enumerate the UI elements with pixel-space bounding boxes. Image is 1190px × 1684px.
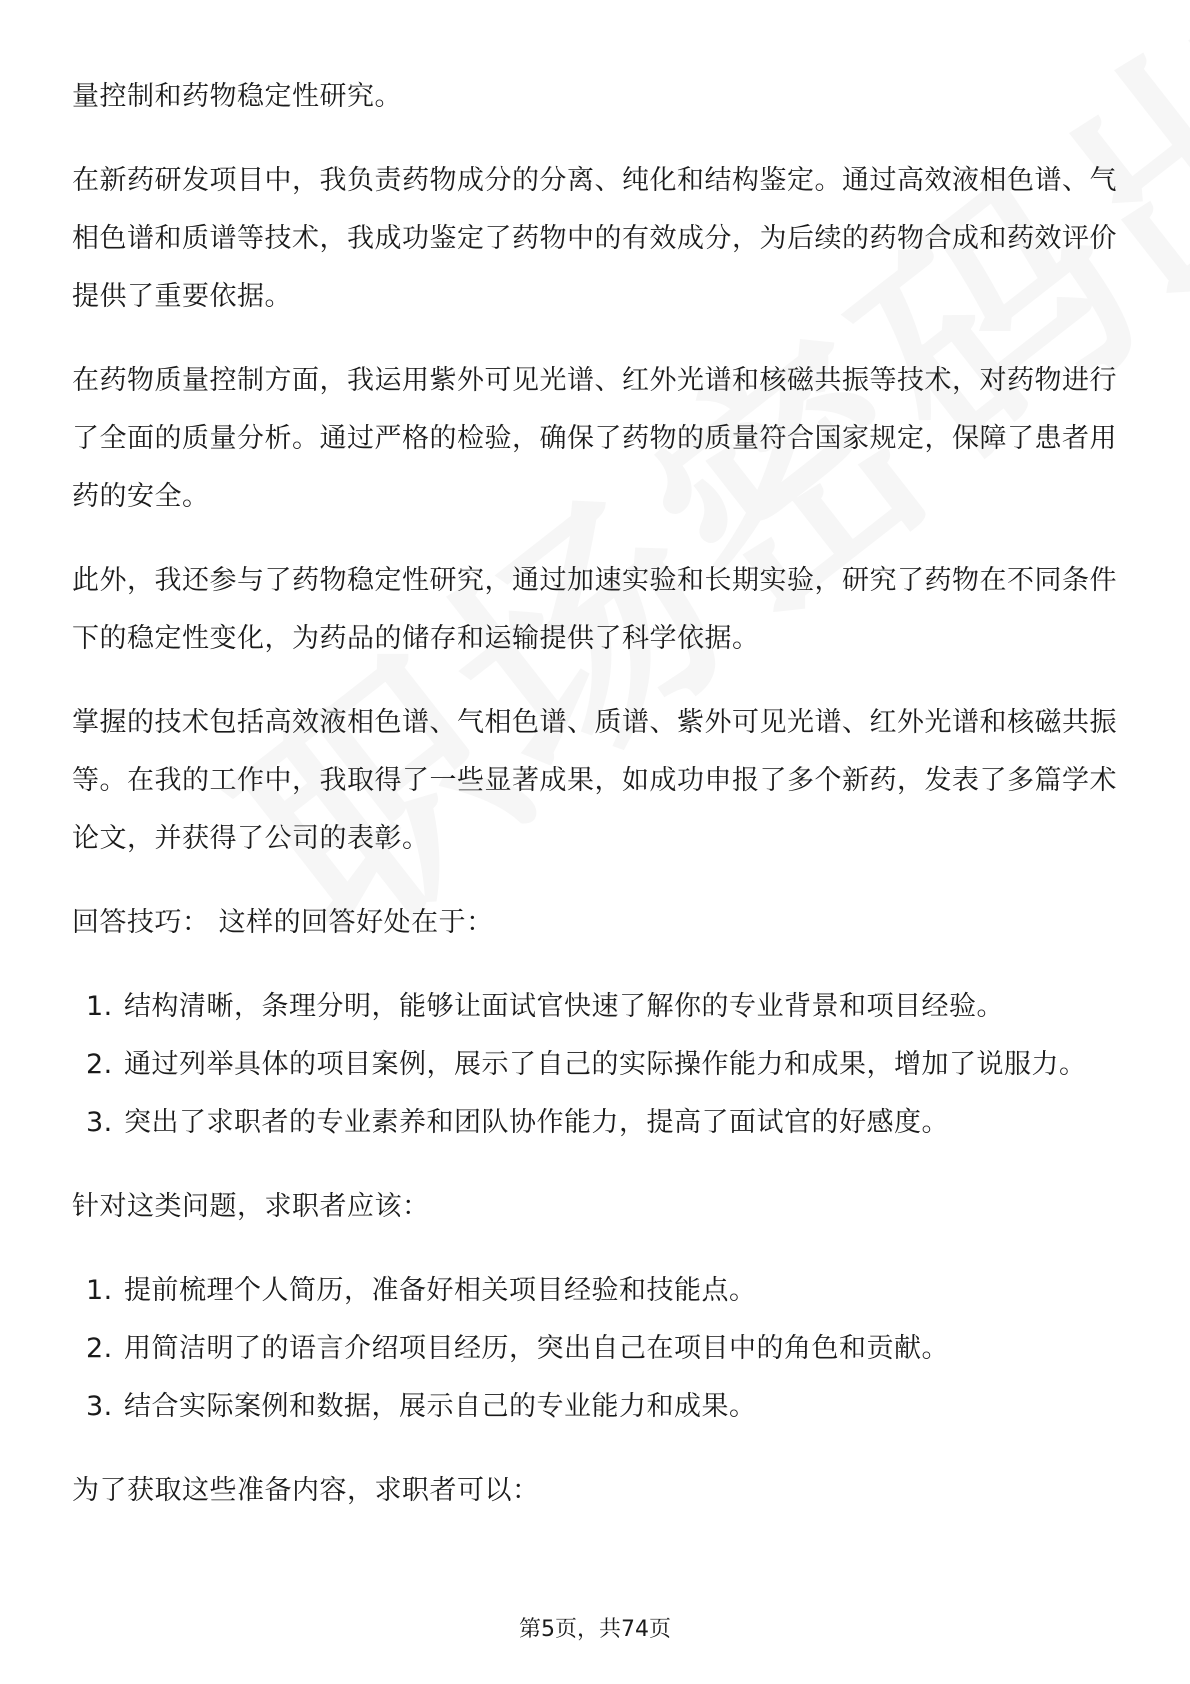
paragraph-stability-research: 此外，我还参与了药物稳定性研究，通过加速实验和长期实验，研究了药物在不同条件下的稳定性变化，为药品的储存和运输提供了科学依据。 (72, 565, 1117, 654)
list-item (72, 1036, 1122, 1094)
list-item (72, 1378, 1122, 1436)
list-item (72, 1262, 1122, 1320)
paragraph-quality-control: 在药物质量控制方面，我运用紫外可见光谱、红外光谱和核磁共振等技术，对药物进行了全面的质量分析。通过严格的检验，确保了药物的质量符合国家规定，保障了患者用药的安全。 (72, 365, 1117, 512)
list-item-text: 通过列举具体的项目案例，展示了自己的实际操作能力和成果，增加了说服力。 (124, 1049, 1087, 1080)
paragraph-new-drug-research: 在新药研发项目中，我负责药物成分的分离、纯化和结构鉴定。通过高效液相色谱、气相色谱和质谱等技术，我成功鉴定了药物中的有效成分，为后续的药物合成和药效评价提供了重要依据。 (72, 165, 1117, 312)
list-item (72, 978, 1122, 1036)
paragraph-skills: 掌握的技术包括高效液相色谱、气相色谱、质谱、紫外可见光谱、红外光谱和核磁共振等。在我的工作中，我取得了一些显著成果，如成功申报了多个新药，发表了多篇学术论文，并获得了公司的表彰。 (72, 707, 1117, 854)
should-list (72, 1262, 1122, 1436)
list-item-number: 1. (86, 1275, 113, 1306)
list-item-number: 2. (86, 1333, 113, 1364)
tips-list (72, 978, 1122, 1152)
paragraph-continuation: 量控制和药物稳定性研究。 (72, 81, 402, 112)
list-item-number: 3. (86, 1107, 113, 1138)
list-item-number: 1. (86, 991, 113, 1022)
list-item (72, 1320, 1122, 1378)
list-item-text: 结合实际案例和数据，展示自己的专业能力和成果。 (124, 1391, 757, 1422)
tips-heading: 回答技巧： 这样的回答好处在于： (72, 907, 494, 938)
list-item-number: 2. (86, 1049, 113, 1080)
page-number: 第5页，共74页 (519, 1617, 671, 1642)
list-item-text: 突出了求职者的专业素养和团队协作能力，提高了面试官的好感度。 (124, 1107, 949, 1138)
should-heading: 针对这类问题，求职者应该： (72, 1191, 430, 1222)
document-body (72, 68, 1122, 1520)
list-item-text: 提前梳理个人简历，准备好相关项目经验和技能点。 (124, 1275, 757, 1306)
list-item-number: 3. (86, 1391, 113, 1422)
list-item-text: 结构清晰，条理分明，能够让面试官快速了解你的专业背景和项目经验。 (124, 991, 1004, 1022)
obtain-heading: 为了获取这些准备内容，求职者可以： (72, 1475, 540, 1506)
list-item (72, 1094, 1122, 1152)
list-item-text: 用简洁明了的语言介绍项目经历，突出自己在项目中的角色和贡献。 (124, 1333, 949, 1364)
